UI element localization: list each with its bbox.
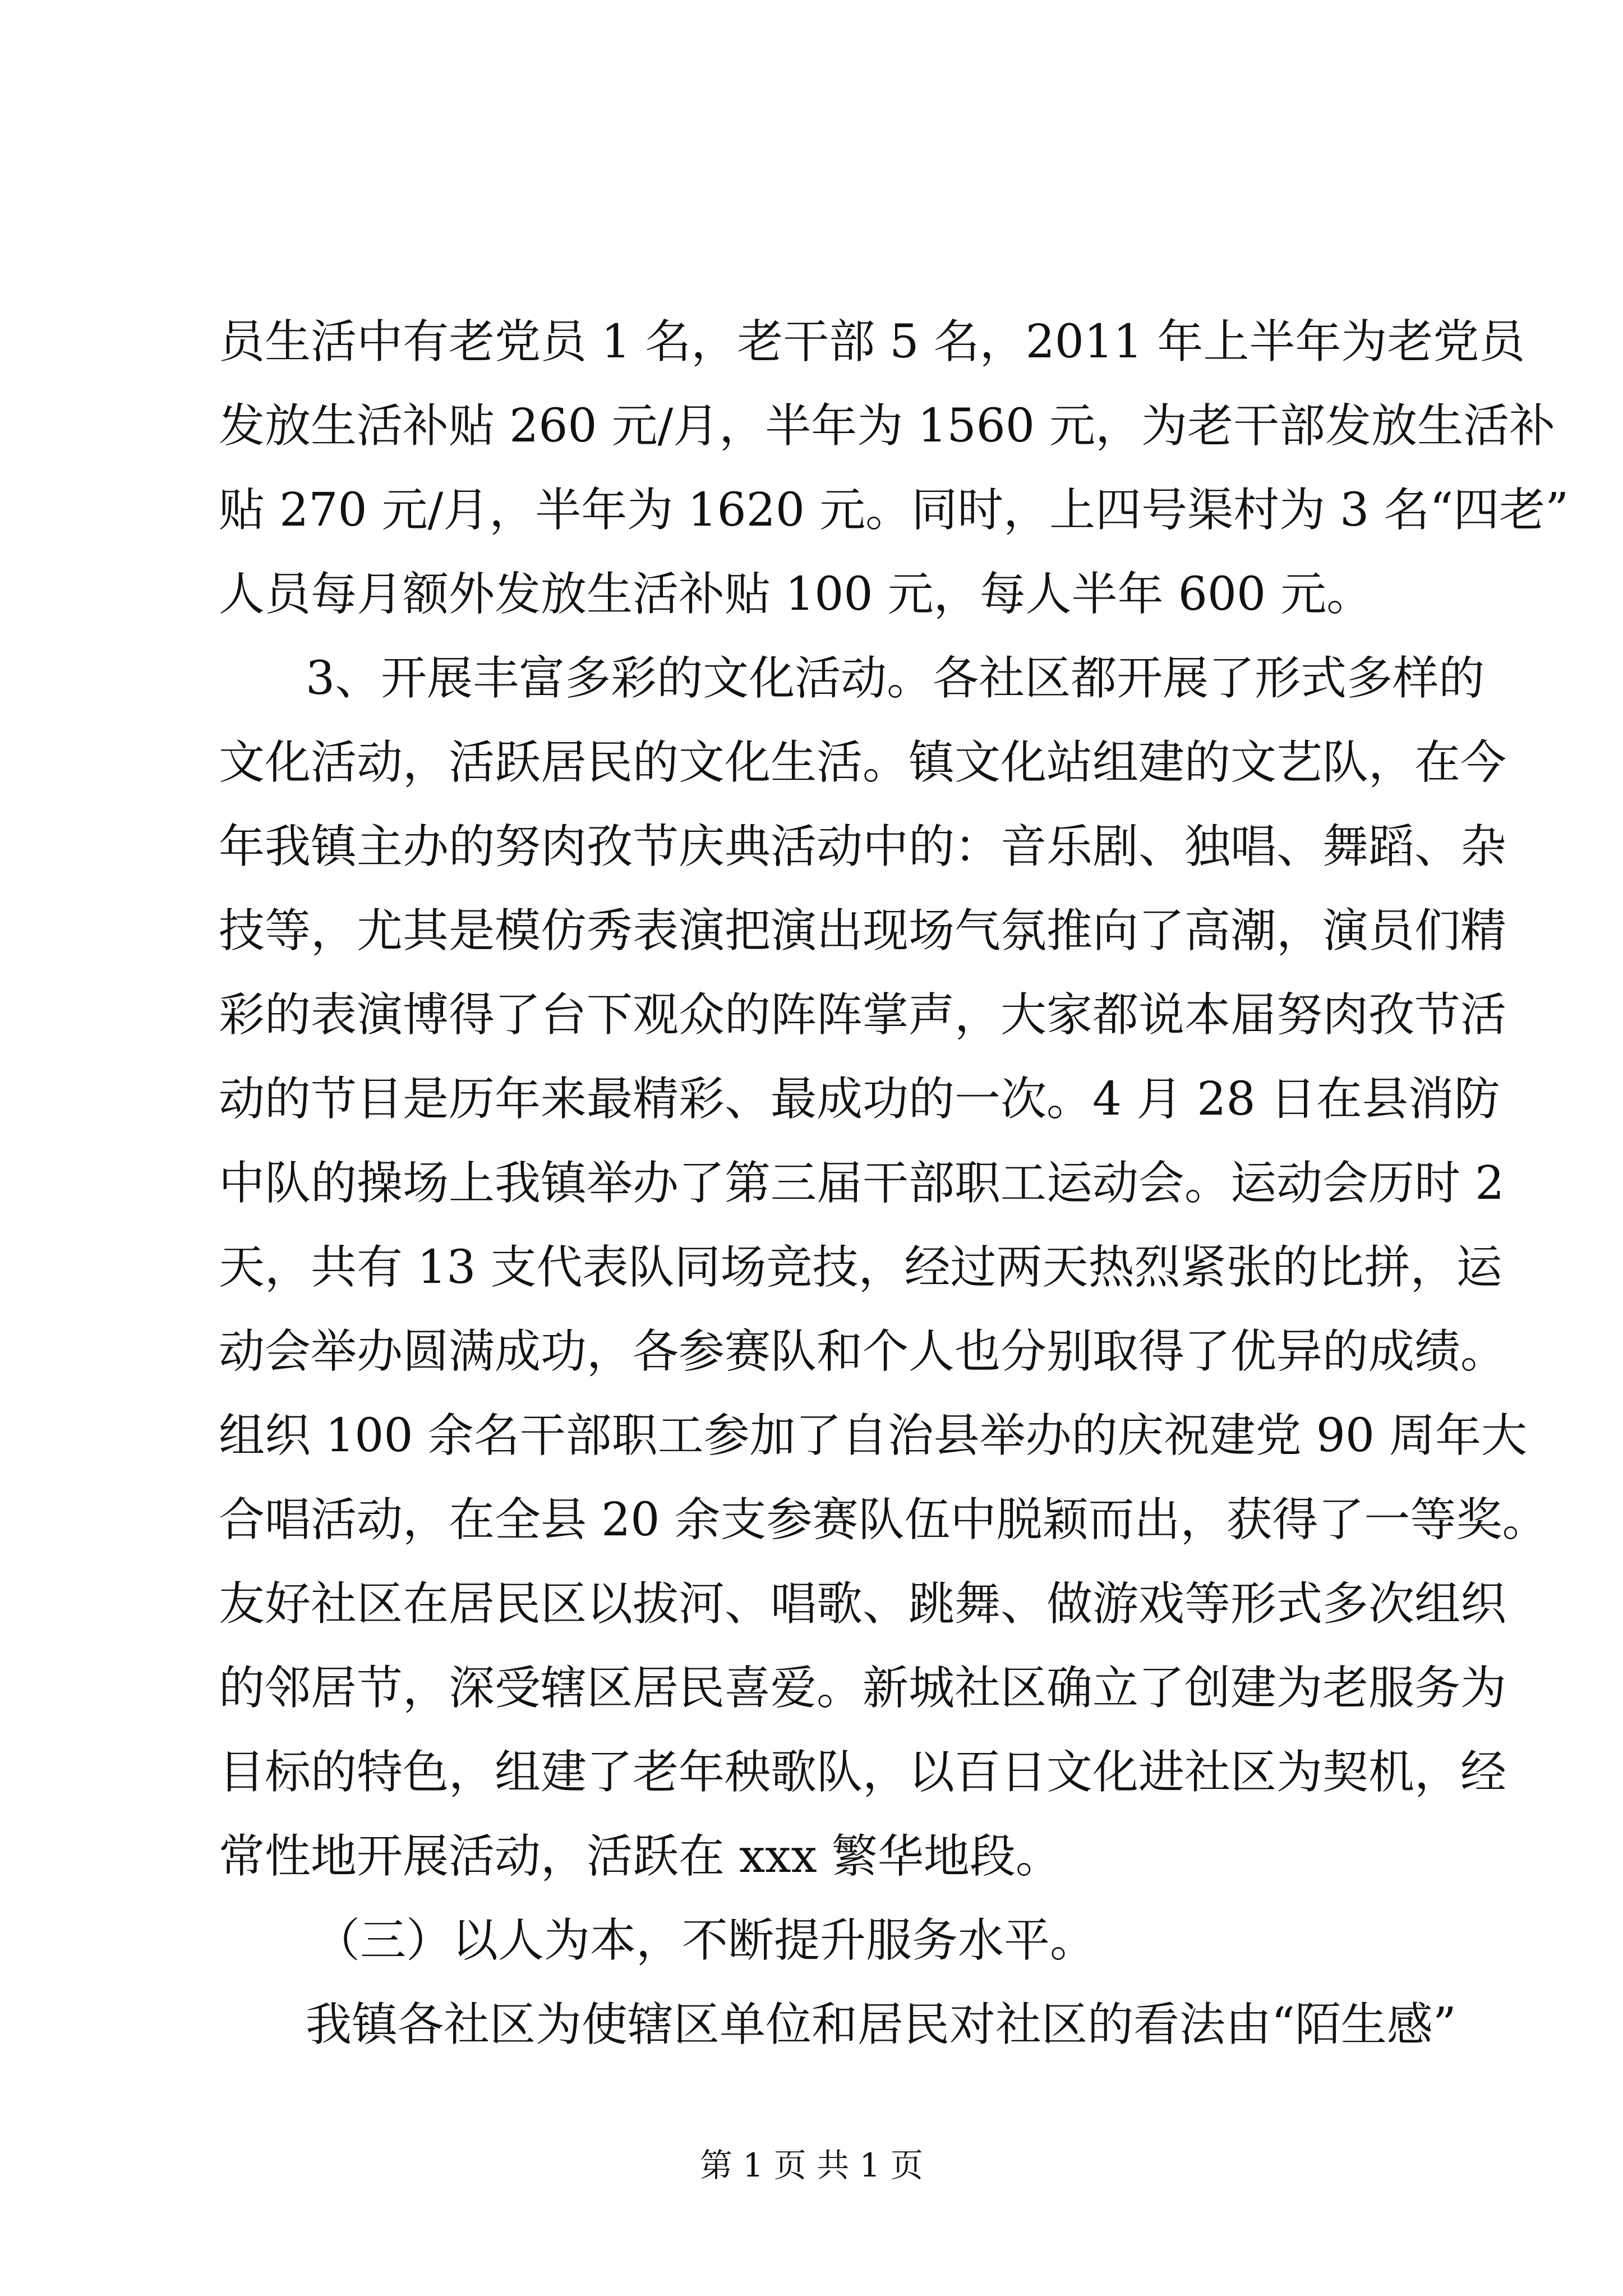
- text-line: 发放生活补贴 260 元/月，半年为 1560 元，为老干部发放生活补: [219, 399, 1556, 453]
- text-line: 员生活中有老党员 1 名，老干部 5 名，2011 年上半年为老党员: [219, 315, 1525, 369]
- text-line: 动会举办圆满成功，各参赛队和个人也分别取得了优异的成绩。: [219, 1325, 1507, 1378]
- text-line: 天，共有 13 支代表队同场竞技，经过两天热烈紧张的比拼，运: [219, 1241, 1502, 1294]
- text-line: 人员每月额外发放生活补贴 100 元，每人半年 600 元。: [219, 568, 1373, 621]
- text-line: 组织 100 余名干部职工参加了自治县举办的庆祝建党 90 周年大: [219, 1409, 1528, 1462]
- text-line: 贴 270 元/月，半年为 1620 元。同时，上四号渠村为 3 名“四老”: [219, 484, 1569, 537]
- text-line: 文化活动，活跃居民的文化生活。镇文化站组建的文艺队，在今: [219, 736, 1507, 789]
- text-line: 合唱活动，在全县 20 余支参赛队伍中脱颖而出，获得了一等奖。: [219, 1493, 1548, 1547]
- text-line: 目标的特色，组建了老年秧歌队，以百日文化进社区为契机，经: [219, 1746, 1507, 1799]
- text-line: 动的节目是历年来最精彩、最成功的一次。4 月 28 日在县消防: [219, 1073, 1500, 1126]
- text-line: 友好社区在居民区以拔河、唱歌、跳舞、做游戏等形式多次组织: [219, 1577, 1507, 1631]
- text-line: 年我镇主办的努肉孜节庆典活动中的：音乐剧、独唱、舞蹈、杂: [219, 820, 1507, 873]
- page-footer: 第 1 页 共 1 页: [700, 2146, 923, 2184]
- text-line: 彩的表演博得了台下观众的阵阵掌声，大家都说本届努肉孜节活: [219, 988, 1507, 1042]
- paragraph-start-line: 我镇各社区为使辖区单位和居民对社区的看法由“陌生感”: [306, 1998, 1456, 2051]
- text-line: 常性地开展活动，活跃在 xxx 繁华地段。: [219, 1830, 1062, 1883]
- section-heading: （三）以人为本，不断提升服务水平。: [314, 1914, 1096, 1967]
- text-line: 中队的操场上我镇举办了第三届干部职工运动会。运动会历时 2: [219, 1157, 1505, 1210]
- paragraph-start-line: 3、开展丰富多彩的文化活动。各社区都开展了形式多样的: [306, 652, 1485, 705]
- text-line: 技等，尤其是模仿秀表演把演出现场气氛推向了高潮，演员们精: [219, 904, 1507, 958]
- text-line: 的邻居节，深受辖区居民喜爱。新城社区确立了创建为老服务为: [219, 1662, 1507, 1715]
